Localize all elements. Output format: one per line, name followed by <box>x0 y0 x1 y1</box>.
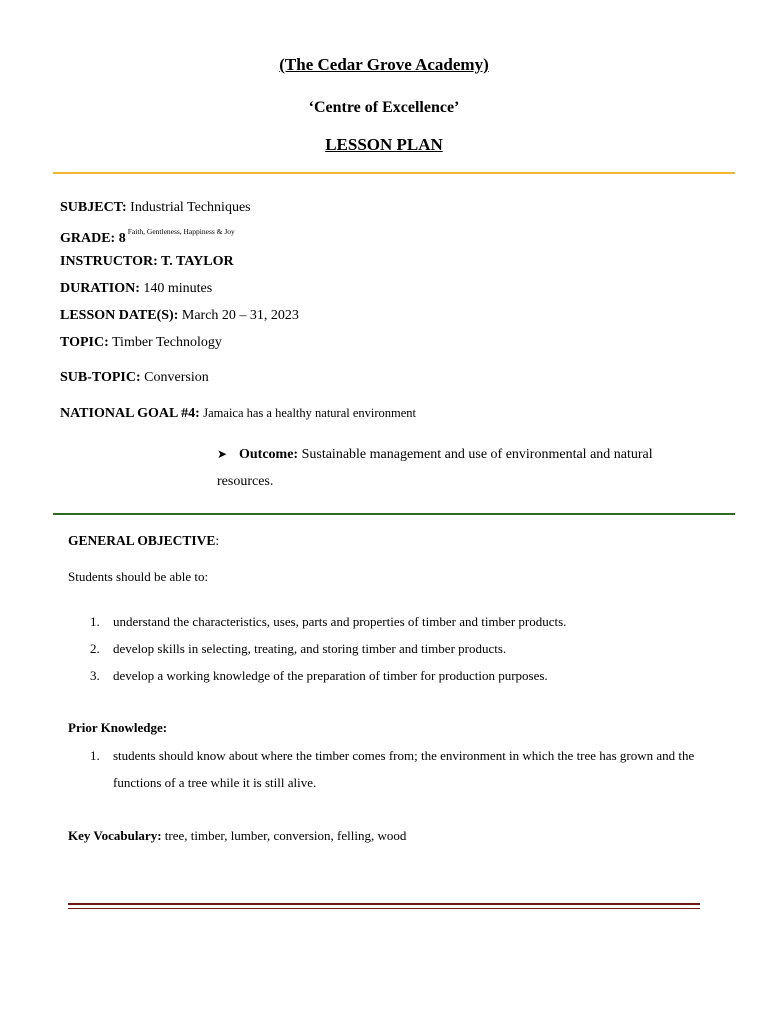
page-title: LESSON PLAN <box>325 135 443 154</box>
duration-row <box>60 281 212 297</box>
list-item <box>90 608 710 635</box>
list-item <box>90 635 710 662</box>
subtopic-row <box>60 370 209 386</box>
list-text: develop a working knowledge of the preparation of timber for production purposes. <box>113 668 548 683</box>
list-text: develop skills in selecting, treating, and storing timber and timber products. <box>113 641 507 656</box>
list-text: students should know about where the timber comes from; the environment in which the tree has grown and the functions of a tree while it is still alive. <box>113 748 695 790</box>
list-number: 3. <box>90 668 100 683</box>
general-objective-colon: : <box>215 533 220 548</box>
gold-divider <box>53 172 735 174</box>
topic-label: TOPIC: <box>60 335 109 350</box>
list-number: 1. <box>90 748 100 763</box>
general-objective-label: GENERAL OBJECTIVE <box>68 533 216 548</box>
subject-row <box>60 200 251 216</box>
objective-intro: Students should be able to: <box>68 569 209 584</box>
key-vocabulary-value: tree, timber, lumber, conversion, felling, wood <box>164 828 407 843</box>
topic-row <box>60 335 222 351</box>
list-number: 1. <box>90 614 100 629</box>
outcome-value: Sustainable management and use of environmental and natural resources. <box>217 447 653 489</box>
duration-value: 140 minutes <box>143 281 213 296</box>
outcome-label: Outcome: <box>239 447 299 462</box>
list-text: understand the characteristics, uses, parts and properties of timber and timber products. <box>113 614 567 629</box>
school-name: (The Cedar Grove Academy) <box>279 55 489 74</box>
national-goal-value: Jamaica has a healthy natural environment <box>203 406 417 420</box>
maroon-divider <box>68 903 700 905</box>
lesson-date-label: LESSON DATE(S): <box>60 308 179 323</box>
grade-house-motto: Faith, Gentleness, Happiness & Joy <box>127 227 235 236</box>
subtopic-value: Conversion <box>144 370 209 385</box>
outcome-bullet <box>217 441 697 495</box>
key-vocabulary-label: Key Vocabulary: <box>68 828 162 843</box>
school-motto: ‘Centre of Excellence’ <box>308 99 460 116</box>
instructor-row <box>60 254 234 270</box>
lesson-date-value: March 20 – 31, 2023 <box>181 308 299 323</box>
national-goal-label: NATIONAL GOAL #4: <box>60 406 200 421</box>
maroon-divider-thin <box>68 908 700 909</box>
general-objective-heading <box>68 533 219 549</box>
grade-row <box>60 227 235 247</box>
prior-knowledge-heading: Prior Knowledge: <box>68 720 168 735</box>
list-number: 2. <box>90 641 100 656</box>
list-item <box>90 742 700 796</box>
instructor-label: INSTRUCTOR: T. TAYLOR <box>60 254 234 269</box>
grade-label: GRADE: 8 <box>60 231 126 246</box>
national-goal-row <box>60 406 416 422</box>
list-item <box>90 662 710 689</box>
subtopic-label: SUB-TOPIC: <box>60 370 141 385</box>
key-vocabulary-row <box>68 828 406 844</box>
subject-value: Industrial Techniques <box>130 200 251 215</box>
lesson-date-row <box>60 308 299 324</box>
duration-label: DURATION: <box>60 281 140 296</box>
green-divider <box>53 513 735 515</box>
subject-label: SUBJECT: <box>60 200 127 215</box>
arrow-bullet-icon: ➤ <box>217 447 228 461</box>
topic-value: Timber Technology <box>112 335 222 350</box>
